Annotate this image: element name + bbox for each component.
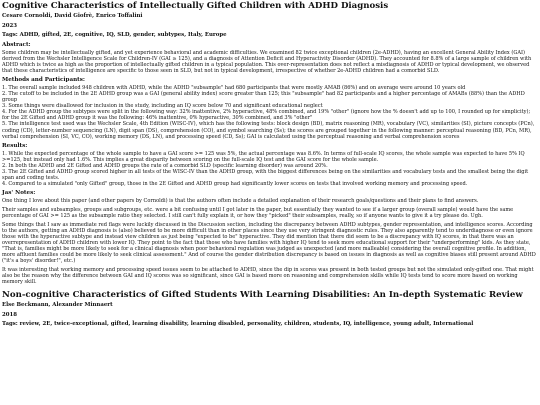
results-list (2, 151, 538, 187)
paper2-authors: Else Beckmann, Alexander Minnaert (2, 301, 113, 308)
paper2-title: Non-cognitive Characteristics of Gifted Students With Learning Disabilities: An In-depth Systematic Review (2, 289, 523, 300)
methods-item: 4. For the ADHD group the subtypes were split in the following way: 32% inattentive, 2% hyperactive, 48% combined, and 19% "other" (ignore how the % doesn't add up to 100, I rounded up for simplicity); for the 2E Gifted and ADHD group it was the following: 46% inattentive, 0% hyperactive, 30% combined, and 3% "other" (2, 109, 531, 122)
notes-paragraph: It was interesting that working memory and processing speed issues seem to be attached to ADHD, since the dip in scores was present in both tested groups but not the simulated only-gifted one. That might also be the reason why the difference between GAI and IQ scores was so significant, since GAI is based more on reasoning and comprehension skills while IQ tests tend to score more based on working memory skill. (2, 267, 534, 286)
results-heading: Results: (2, 142, 28, 149)
methods-item: 5. The intelligence test used was the Wechsler Scale, 4th Edition (WISC-IV), which has the following tests: block design (BD), matrix reasoning (MR), vocabulary (VC), similarities (SI), picture concepts (PCn), coding (CD), letter-number sequencing (LN), digit span (DS), comprehension (CO), and symbol searching (Ss); the scores are grouped together in the following manner: perceptual reasoning (BD, PCn, MR), verbal comprehension (SI, VC, CO), working memory (DS, LN), and processing speed (CD, Ss); GAI is calculated using the perceptual reasoning and verbal comprehension scores (2, 121, 535, 140)
document-page (2, 0, 538, 329)
methods-list (2, 85, 538, 139)
results-item: 1. While the expected percentage of the whole sample to have a GAI score >= 125 was 5%, the actual percentage was 8.6%. In terms of full-scale IQ scores, the whole sample was expected to have 5% IQ >=125, but instead only had 1.6%. This implies a great disparity between scoring on the full-scale IQ test and the GAI score for the whole sample. (2, 150, 525, 163)
paper-title: Cognitive Characteristics of Intellectually Gifted Children with ADHD Diagnosis (2, 1, 389, 11)
notes-heading: Jas' Notes: (2, 189, 36, 196)
results-item: 2. In both the ADHD and 2E Gifted and ADHD groups the rate of a comorbid SLD (specific learning disorder) was around 20%. (2, 162, 328, 169)
notes-paragraph: Some things that I saw as immediate red flags were luckily discussed in the Discussion section, including the discrepancy between ADHD subtypes, gender representation, and intelligence scores. According to the authors, getting an ADHD diagnosis is (also) believed to be more difficult than in other places since they use very stringent diagnostic rules. They also apparently tend to underdiagnose or even ignore those with the hyperactive subtype and instead view children as just being "expected to be" hyperactive. They did mention that there did seem to be a discrepancy with IQ scores, in that there was an overrepresentation of ADHD children with lower IQ. They point to the fact that those who have families with higher IQ tend to seek more educational support for their "underperforming" kids. As they state, "That is, families might be more likely to seek for a clinical diagnosis when poor behavioral regulation was judged as unexpected (and more malleable) considering the overall cognitive profile. In addition, more affluent families could be more likely to seek clinical assessment." And of course the gender distribution discrepancy is based on issues in diagnosis as well as cognitive biases still present around ADHD ("it's a boys' disorder!", etc.) (2, 222, 536, 265)
methods-item: 1. The overall sample included 948 children with ADHD, while the ADHD "subsample" had 680 participants that were mostly AMAB (86%) and on average were around 10 years old (2, 85, 466, 92)
paper2-year: 2018 (2, 311, 18, 318)
methods-item: 3. Some things were disallowed for inclusion in the study, including an IQ score below 70 and significant educational neglect (2, 103, 323, 110)
notes-paragraph: One thing I love about this paper (and other papers by Cornoldi) is that the authors often include a detailed explanation of their research goals/questions and their plans to find answers. (2, 197, 479, 204)
paper-year: 2023 (2, 23, 18, 29)
paper-tags: Tags: ADHD, gifted, 2E, cognitive, IQ, SLD, gender, subtypes, Italy, Europe (2, 32, 227, 38)
abstract-text: Some children may be intellectually gifted, and yet experience behavioral and academic difficulties. We examined 82 twice exceptional children (2e-ADHD), having an excellent General Ability Index (GAI) derived from the Wechsler Intelligence Scale for Children-IV (GAI ≥ 125), and a diagnosis of Attention Deficit and Hyperactivity Disorder (ADHD). They accounted for 8.8% of a large sample of children with ADHD which is twice as high as the proportion of intellectually gifted children in a typical population. This over-representation does not reflect a misdiagnosis of ADHD or typical development, we observed that these characteristics of intelligence are specific to those seen in SLD, but not in typical development, irrespective of whether 2e-ADHD children had a comorbid SLD. (2, 50, 532, 75)
results-item: 4. Compared to a simulated "only Gifted" group, those in the 2E Gifted and ADHD group had significantly lower scores on tests that involved working memory and processing speed. (2, 180, 468, 187)
notes-paragraph: Their samples and subsamples, groups and subgroups, etc. were a bit confusing until I got later in the paper, but essentially they wanted to see if a larger group (overall sample) would have the same percentage of GAI >= 125 as the subsample ratio they selected. I still can't fully explain it, or how they "picked" their subsamples, really, so if anyone wants to give it a try please do. Ugh. (2, 206, 514, 219)
methods-item: 2. The cutoff to be included in the 2E ADHD group was a GAI (general ability index) score greater than 125; this "subsample" had 82 participants and a higher percentage of AMABs (88%) than the ADHD group (2, 91, 525, 104)
paper2-tags: Tags: review, 2E, twice-exceptional, gifted, learning disability, learning disabled, personality, children, students, IQ, intelligence, young adult, International (2, 320, 474, 327)
abstract-heading: Abstract: (2, 42, 31, 48)
methods-heading: Methods and Participants: (2, 77, 85, 84)
paper-authors: Cesare Cornoldi, David Giofrè, Enrico Toffalini (2, 13, 143, 19)
results-item: 3. The 2E Gifted and ADHD group scored higher in all tests of the WISC-IV than the ADHD group, with the biggest differences being on the similarities and vocabulary tests and the smallest being the digit span and coding tests. (2, 168, 529, 181)
